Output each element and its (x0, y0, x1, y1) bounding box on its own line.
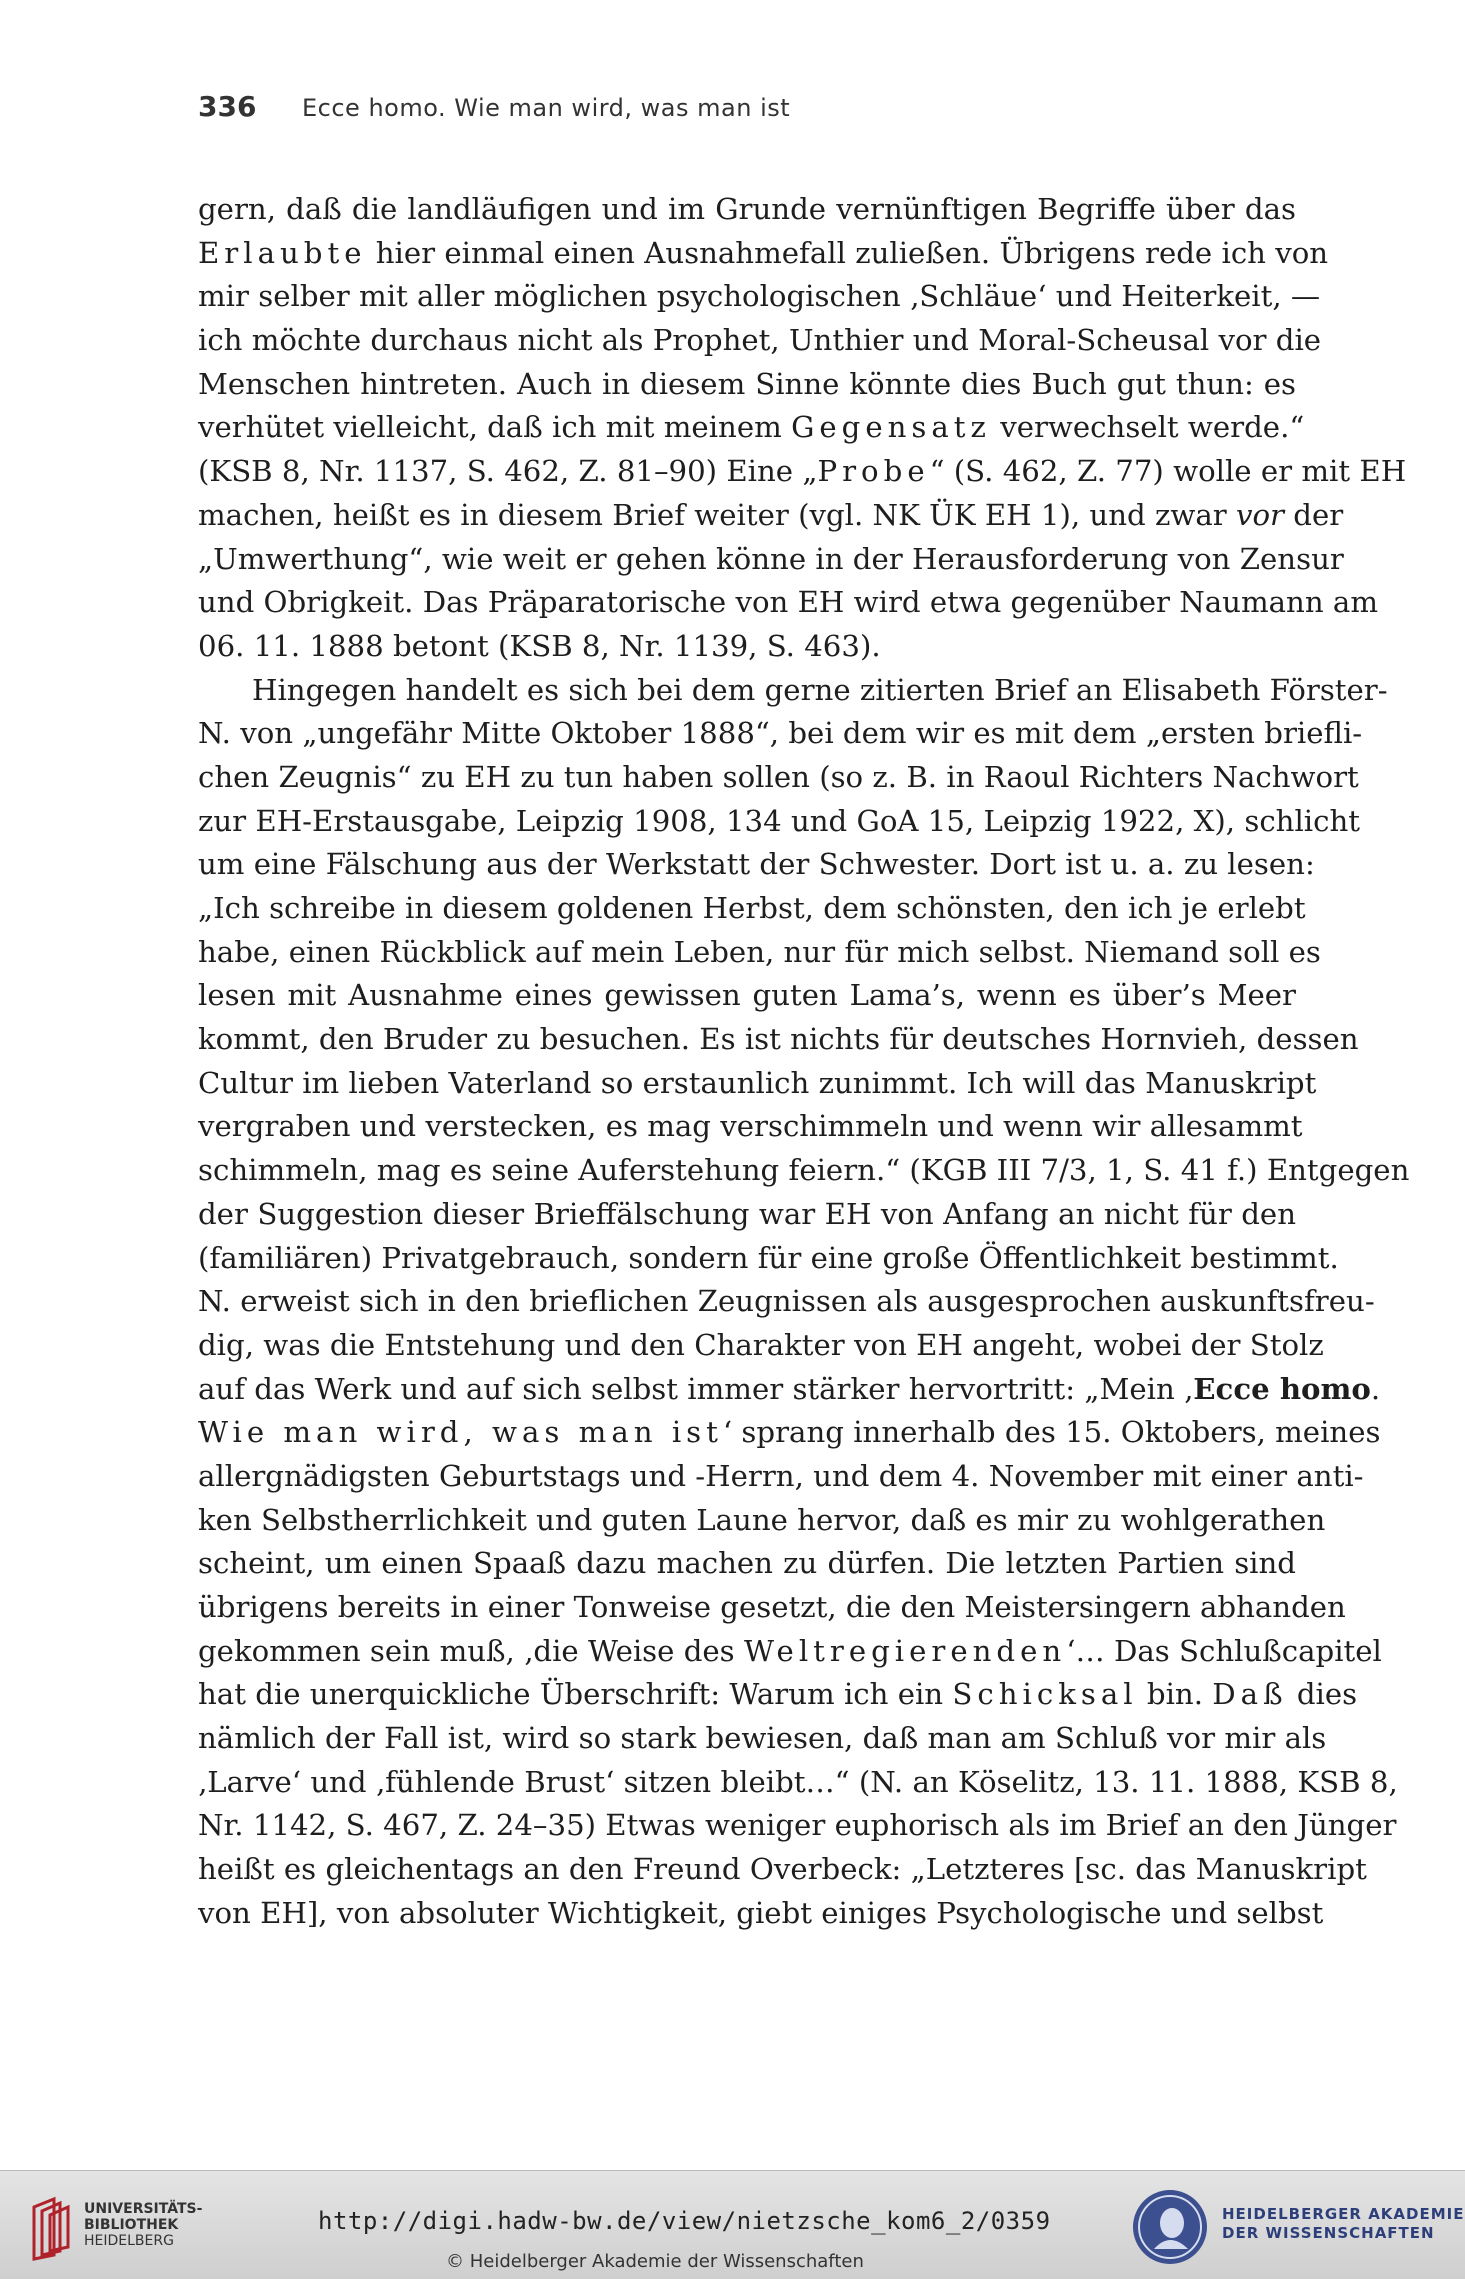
text-line: kommt, den Bruder zu besuchen. Es ist nichts für deutsches Hornvieh, dessen (198, 1022, 1359, 1057)
text-run: gekommen sein muß, ‚die Weise des (198, 1633, 744, 1668)
text-line: ich möchte durchaus nicht als Prophet, Unthier und Moral-Scheusal vor die (198, 323, 1322, 358)
text-line (198, 494, 1344, 538)
text-line: chen Zeugnis“ zu EH zu tun haben sollen (so z. B. in Raoul Richters Nachwort (198, 759, 1359, 794)
text-run: ‘ sprang innerhalb des 15. Oktobers, meines (722, 1415, 1381, 1450)
text-line: „Umwerthung“, wie weit er gehen könne in der Herausforderung von Zensur (198, 541, 1344, 576)
text-run: bin. (1137, 1677, 1213, 1712)
text-line: übrigens bereits in einer Tonweise gesetzt, die den Meistersingern abhanden (198, 1590, 1346, 1624)
text-line: Hingegen handelt es sich bei dem gerne zitierten Brief an Elisabeth Förster- (252, 672, 1388, 707)
ub-label-line1: UNIVERSITÄTS- (84, 2201, 203, 2217)
text-line: um eine Fälschung aus der Werkstatt der Schwester. Dort ist u. a. zu lesen: (198, 847, 1315, 882)
text-line: dig, was die Entstehung und den Charakter von EH angeht, wobei der Stolz (198, 1327, 1324, 1362)
text-line (198, 1673, 1358, 1717)
copyright-notice: © Heidelberger Akademie der Wissenschaften (446, 2251, 864, 2272)
text-line: 06. 11. 1888 betont (KSB 8, Nr. 1139, S. 463). (198, 628, 881, 663)
text-run: machen, heißt es in diesem Brief weiter (vgl. NK ÜK EH 1), und zwar (198, 497, 1236, 532)
italic-emphasis: vor (1235, 497, 1284, 532)
hadw-seal-icon (1130, 2187, 1210, 2267)
text-line: allergnädigsten Geburtstags und -Herrn, und dem 4. November mit einer anti- (198, 1458, 1364, 1493)
hadw-label-line2: DER WISSENSCHAFTEN (1222, 2224, 1435, 2242)
permalink-url[interactable]: http://digi.hadw-bw.de/view/nietzsche_kom6_2/0359 (318, 2207, 1051, 2235)
spaced-emphasis: Weltregierenden (743, 1633, 1067, 1668)
text-run: verwechselt werde.“ (990, 410, 1305, 445)
running-head (198, 90, 1298, 123)
text-line: (familiären) Privatgebrauch, sondern für eine große Öffentlichkeit bestimmt. (198, 1240, 1339, 1275)
text-line: Cultur im lieben Vaterland so erstaunlich zunimmt. Ich will das Manuskript (198, 1065, 1317, 1100)
text-line (198, 450, 1407, 494)
text-line: der Suggestion dieser Brieffälschung war EH von Anfang an nicht für den (198, 1196, 1296, 1231)
hadw-label-line1: HEIDELBERGER AKADEMIE (1222, 2205, 1465, 2223)
text-line: von EH], von absoluter Wichtigkeit, giebt einiges Psychologische und selbst (198, 1895, 1324, 1930)
text-line: schimmeln, mag es seine Auferstehung feiern.“ (KGB III 7/3, 1, S. 41 f.) Entgegen (198, 1153, 1410, 1188)
text-line: habe, einen Rückblick auf mein Leben, nur für mich selbst. Niemand soll es (198, 934, 1321, 969)
text-line: zur EH-Erstausgabe, Leipzig 1908, 134 und GoA 15, Leipzig 1922, X), schlicht (198, 803, 1361, 838)
text-line: Menschen hintreten. Auch in diesem Sinne könnte dies Buch gut thun: es (198, 366, 1296, 401)
text-run: . (1370, 1371, 1381, 1406)
bold-emphasis: Ecce homo (1193, 1371, 1371, 1406)
text-line: Nr. 1142, S. 467, Z. 24–35) Etwas weniger euphorisch als im Brief an den Jünger (198, 1808, 1397, 1843)
ub-heidelberg-label (84, 2201, 202, 2249)
text-line: mir selber mit aller möglichen psychologischen ‚Schläue‘ und Heiterkeit, — (198, 279, 1321, 314)
spaced-emphasis: Probe (817, 454, 930, 489)
text-line: ‚Larve‘ und ‚fühlende Brust‘ sitzen bleibt…“ (N. an Köselitz, 13. 11. 1888, KSB 8, (198, 1764, 1398, 1799)
body-text (198, 188, 1410, 1936)
text-line: und Obrigkeit. Das Präparatorische von EH wird etwa gegenüber Naumann am (198, 585, 1379, 620)
spaced-emphasis: Daß (1212, 1677, 1288, 1712)
text-line (198, 1368, 1381, 1412)
text-line: scheint, um einen Spaaß dazu machen zu dürfen. Die letzten Partien sind (198, 1546, 1296, 1581)
spaced-emphasis: Wie man wird, was man ist (198, 1415, 723, 1450)
text-line: lesen mit Ausnahme eines gewissen guten Lama’s, wenn es über’s Meer (198, 978, 1296, 1013)
footer-bar (0, 2170, 1465, 2279)
spaced-emphasis: Gegensatz (791, 410, 991, 445)
text-run: (KSB 8, Nr. 1137, S. 462, Z. 81–90) Eine „ (198, 454, 818, 489)
text-line: gern, daß die landläufigen und im Grunde vernünftigen Begriffe über das (198, 192, 1296, 226)
hadw-label (1222, 2205, 1465, 2243)
text-line (198, 1630, 1382, 1674)
text-line (198, 232, 1329, 276)
running-head-title: Ecce homo. Wie man wird, was man ist (302, 94, 791, 122)
text-line: heißt es gleichentags an den Freund Overbeck: „Letzteres [sc. das Manuskript (198, 1852, 1367, 1887)
spaced-emphasis: Erlaubte (198, 235, 367, 270)
text-run: der (1283, 497, 1344, 532)
ub-label-line2: BIBLIOTHEK (84, 2217, 179, 2233)
text-line: N. von „ungefähr Mitte Oktober 1888“, bei dem wir es mit dem „ersten briefli- (198, 716, 1363, 751)
text-run: “ (S. 462, Z. 77) wolle er mit EH (929, 454, 1407, 489)
text-run: auf das Werk und auf sich selbst immer stärker hervortritt: „Mein ‚ (198, 1371, 1194, 1406)
text-run: ‘… Das Schlußcapitel (1066, 1633, 1382, 1668)
text-run: hat die unerquickliche Überschrift: Warum ich ein (198, 1677, 953, 1712)
text-line: nämlich der Fall ist, wird so stark bewiesen, daß man am Schluß vor mir als (198, 1721, 1327, 1756)
text-line: N. erweist sich in den brieflichen Zeugnissen als ausgesprochen auskunftsfreu- (198, 1284, 1375, 1319)
text-run: hier einmal einen Ausnahmefall zuließen. Übrigens rede ich von (366, 235, 1329, 270)
text-line (198, 1411, 1381, 1455)
page-number: 336 (198, 90, 257, 123)
text-line (198, 406, 1305, 450)
text-line: „Ich schreibe in diesem goldenen Herbst, dem schönsten, den ich je erlebt (198, 891, 1306, 925)
ub-label-line3: HEIDELBERG (84, 2233, 174, 2249)
text-line: vergraben und verstecken, es mag verschimmeln und wenn wir allesammt (198, 1109, 1303, 1144)
text-run: dies (1287, 1677, 1358, 1712)
text-line: ken Selbstherrlichkeit und guten Laune hervor, daß es mir zu wohlgerathen (198, 1502, 1326, 1537)
spaced-emphasis: Schicksal (952, 1677, 1138, 1712)
text-run: verhütet vielleicht, daß ich mit meinem (198, 410, 792, 445)
